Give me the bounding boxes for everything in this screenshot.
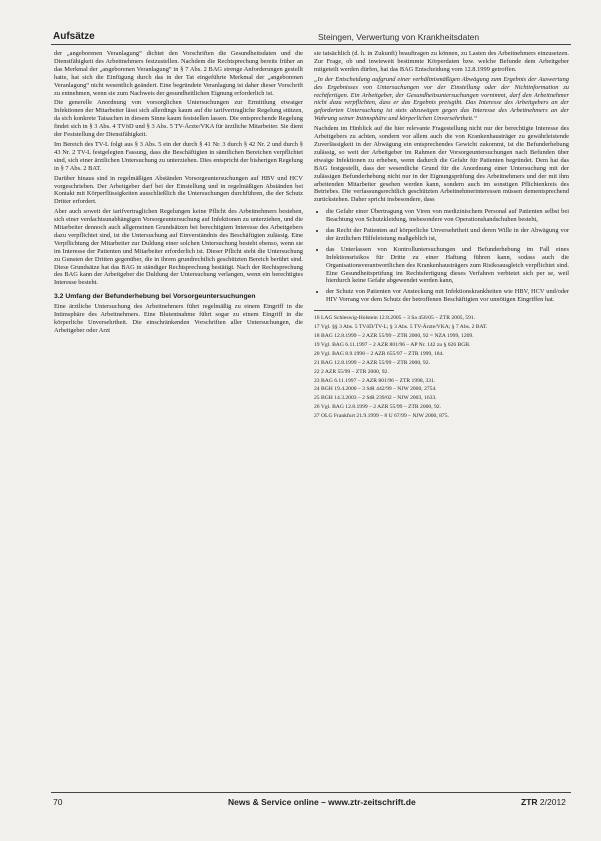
bullet-item: • der Schutz von Patienten vor Ansteckung mit Infektionskrankheiten wie HBV, HCV und/oder HIV Vorrang vor dem Schutz der betroffenen Beschäftigten vor unnötigen Eingriffen hat. <box>326 288 569 304</box>
bullet-item: • das Unterlassen von Kontrolluntersuchungen und Befunderhebung im Fall eines Infektionsrisikos für Dritte zu einer Haftung führen kann, sodass auch die Organisationsverantwortlichen des Krankenhausträgers zum Risikoausgleich verpflichtet sind. Eine Gesundheitsprüfung im Rechtsfertigung dieses Verfahren verbietet sich per se, weil hierdurch keine Gefahr abgewendet werden kann, <box>326 246 569 286</box>
left-column <box>54 50 303 785</box>
right-column <box>314 50 569 785</box>
right-paragraph-3: Nachdem im Hinblick auf die hier relevante Fragestellung nicht nur der berechtigte Interesse des Arbeitgebers zu achten, sondern vor allem auch die von Krankenhausträger zu gewährleistende Zuverlässigkeit in der Abwägung ein entsprechendes Gewicht zukommt, ist die Befunderhebung zulässig, so weit der Arbeitgeber im Rahmen der Vorsorgeuntersuchungen nach Befunden über etwaige Infektionen zu erheben, wenn dadurch die Gefahr für Patienten begründet. Dem hat das BAG festgestellt, dass der wesentliche Grund für die Anordnung einer Untersuchung mit der zulässigen Befunderhebung nicht nur in der Eignungsprüfung des Arbeitnehmers und der mit ihm arbeitenden Mitarbeiter gesehen werden kann, sondern auch im sonstigen Pflichtenkreis des Betriebes. Die verfassungsrechtlich geschützten Arbeitnehmerinteressen müssen dementsprechend zurückstehen. Daher spricht insbesondere, dass <box>314 125 569 204</box>
section-label: Aufsätze <box>53 31 95 42</box>
right-paragraph-1: sie tatsächlich (d. h. in Zukunft) beauftragen zu können, zu Lasten des Arbeitnehmers einzusetzen. Zur Frage, ob und inwieweit bestimmte Körperdaten bzw. welche Befunde dem Arbeitgeber mitgeteilt werden dürfen, hat das BAG Entscheidung vom 12.8.1999 getroffen. <box>314 50 569 73</box>
footnote: 20 Vgl. BAG 8.9.1998 – 2 AZR 655/97 – ZTR 1999, 184. <box>314 350 444 357</box>
left-paragraph-2: Die generelle Anordnung von vorsorglichen Untersuchungen zur Ermittlung etwaiger Infektionen der Mitarbeiter lässt sich allerdings kaum auf die tarifvertragliche Regelung stützen, da sich konkrete Tatsachen in diesem Sinne kaum feststellen lassen. Die entsprechende Regelung findet sich in § 3 Abs. 4 TVöD und § 3 Abs. 5 TV-Ärzte/VKA für ärztliche Mitarbeiter. Sie dient der Feststellung der Dienstfähigkeit. <box>54 99 303 139</box>
journal-brand: ZTR <box>521 797 538 807</box>
left-paragraph-5: Aber auch soweit der tarifvertraglichen Regelungen keine Pflicht des Arbeitnehmers bestehen, sich einer verdachtsunabhängigen Vorsorgeuntersuchung auf Infektionen zu unterziehen, und die Mitarbeiter dennoch auch allgemeinen Grundsätzen bei berechtigtem Interesse des Arbeitgebers dazu verpflichtet sind, ist die Untersuchung auf Einverständnis des Beschäftigten zulässig. Eine Verpflichtung der Mitarbeiter zur Duldung einer solchen Untersuchung besteht ebenso, wenn sie im Interesse der Patienten und Mitarbeiter erforderlich ist. Dieser Pflicht steht die Untersuchung zu Gunsten der Dritten gegenüber, die in ihrem grundrechtlich geschützten Bereich berührt sind. Diese Grundsätze hat das BAG in ständiger Rechtsprechung bestätigt. Nach der Rechtsprechung des BAG kann der Arbeitgeber die Duldung der Untersuchung verlangen, wenn ein berechtigtes Interesse besteht. <box>54 208 303 287</box>
left-paragraph-4: Darüber hinaus sind in regelmäßigen Abständen Vorsorgeuntersuchungen auf HBV und HCV vorgeschrieben. Der Arbeitgeber darf bei der Einstellung und in regelmäßigen Abständen bei Kontakt mit Körperflüssigkeiten ausschließlich die Untersuchungen durchführen, die der Schutz Dritter erfordert. <box>54 174 303 206</box>
running-title: Steingen, Verwertung von Krankheitsdaten <box>318 32 480 42</box>
section-heading: 3.2 Umfang der Befunderhebung bei Vorsorgeuntersuchungen <box>54 293 256 301</box>
footnote: 22 2 AZR 55/99 – ZTR 2000, 92. <box>314 368 389 375</box>
footnote: 17 Vgl. §§ 3 Abs. 5 TVöD/TV-L; § 3 Abs. 5 TV-Ärzte/VKA; § 7 Abs. 2 BAT. <box>314 324 488 331</box>
footer-rule <box>51 792 571 793</box>
bullet-list <box>314 208 569 304</box>
footnote: 25 BGH 14.3.2003 – 2 StR 239/02 – NJW 2003, 1633. <box>314 395 437 402</box>
quoted-passage: „In der Entscheidung aufgrund einer verhältnismäßigen Abwägung zum Ergebnis der Auswertung des Ergebnisses von Untersuchungen vor der Einstellung oder der Nichtinformation zu rechtfertigen. Ein Arbeitgeber, der Gesundheitsuntersuchungen vornimmt, darf den Arbeitnehmer nicht dazu verpflichten, dass er das Ergebnis preisgibt. Das Interesse des Arbeitgebers an der geforderten Untersuchung ist stets abzuwägen gegen das Interesse des Arbeitnehmers an der Wahrung seiner Intimsphäre und körperlichen Unversehrtheit.“ <box>314 75 569 123</box>
footnote: 24 BGH 19.4.2000 – 3 StR 442/99 – NJW 2000, 2754. <box>314 386 437 393</box>
header-rule <box>51 44 571 45</box>
bullet-item: • die Gefahr einer Übertragung von Viren von medizinischem Personal auf Patienten selbst bei Beachtung von Schutzkleidung, insbesondere von Operationshandschuhen besteht, <box>326 208 569 224</box>
footnote: 26 Vgl. BAG 12.8.1999 – 2 AZR 55/99 – ZTR 2000, 92. <box>314 404 442 411</box>
footnote: 27 OLG Frankfurt 21.9.1999 – 8 U 67/99 – NJW 2000, 875. <box>314 413 449 420</box>
footnote: 23 BAG 6.11.1997 – 2 AZR 801/96 – ZTR 1998, 331. <box>314 377 436 384</box>
footnote: 19 Vgl. BAG 6.11.1997 – 2 AZR 801/96 – AP Nr. 142 zu § 626 BGB. <box>314 341 471 348</box>
bullet-item: • das Recht der Patienten auf körperliche Unversehrtheit und deren Wille in der Abwägung vor der ärztlichen Hilfeleistung maßgeblich ist, <box>326 227 569 243</box>
left-paragraph-1: der „angeborenen Veranlagung“ dichtet den Vorschriften die Gesundheitsdaten und die Dienstfähigkeit des Arbeitnehmers festzustellen. Nachdem die Rechtsprechung bereits früher an das Merkmal der „angeborenen Veranlagung“ in § 7 Abs. 2 BAG strenge Anforderungen gestellt hatte, hat sich die Einfügung durch das in der Tat eingeführte Merkmal der „angeborenen Veranlagung“ nicht wesentlich geändert. Eine begründete Veranlagung ist daher dieser Vorschrift zu entnehmen, wenn sie zum Nachweis der gesundheitlichen Eignung erforderlich ist. <box>54 50 303 97</box>
footnote: 18 BAG 12.8.1999 – 2 AZR 55/99 – ZTR 2000, 92 = NZA 1999, 1209. <box>314 333 474 339</box>
left-paragraph-3: Im Bereich des TV-L folgt aus § 3 Abs. 5 ein der durch § 41 Nr. 3 durch § 42 Nr. 2 und durch § 43 Nr. 2 TV-L festgelegten Fassung, dass die Beschäftigten in sämtlichen Bereichen verpflichtet sind, sich einer ärztlichen Untersuchung zu unterziehen. Dies entspricht der bisherigen Regelung in § 7 Abs. 2 BAT. <box>54 140 303 172</box>
footnote-rule <box>314 310 394 311</box>
page-number: 70 <box>53 797 63 807</box>
footer-issue-block <box>521 797 566 807</box>
issue-number: 2/2012 <box>539 797 566 807</box>
footnote: 16 LAG Schleswig-Holstein 12.8.2005 – 3 Sa 456/05 – ZTR 2005, 591. <box>314 315 476 322</box>
footnote: 21 BAG 12.8.1999 – 2 AZR 55/99 – ZTR 2000, 92. <box>314 359 430 366</box>
left-paragraph-6: Eine ärztliche Untersuchung des Arbeitnehmers führt regelmäßig zu einem Eingriff in die Intimsphäre des Arbeitnehmers. Eine Blutentnahme führt sogar zu einem Eingriff in die körperliche Unversehrtheit. Die einschränkenden Vorschriften aller Untersuchungen, die Arbeitgeber oder Arzt <box>54 303 303 335</box>
footer-website: News & Service online – www.ztr-zeitschrift.de <box>228 797 416 807</box>
